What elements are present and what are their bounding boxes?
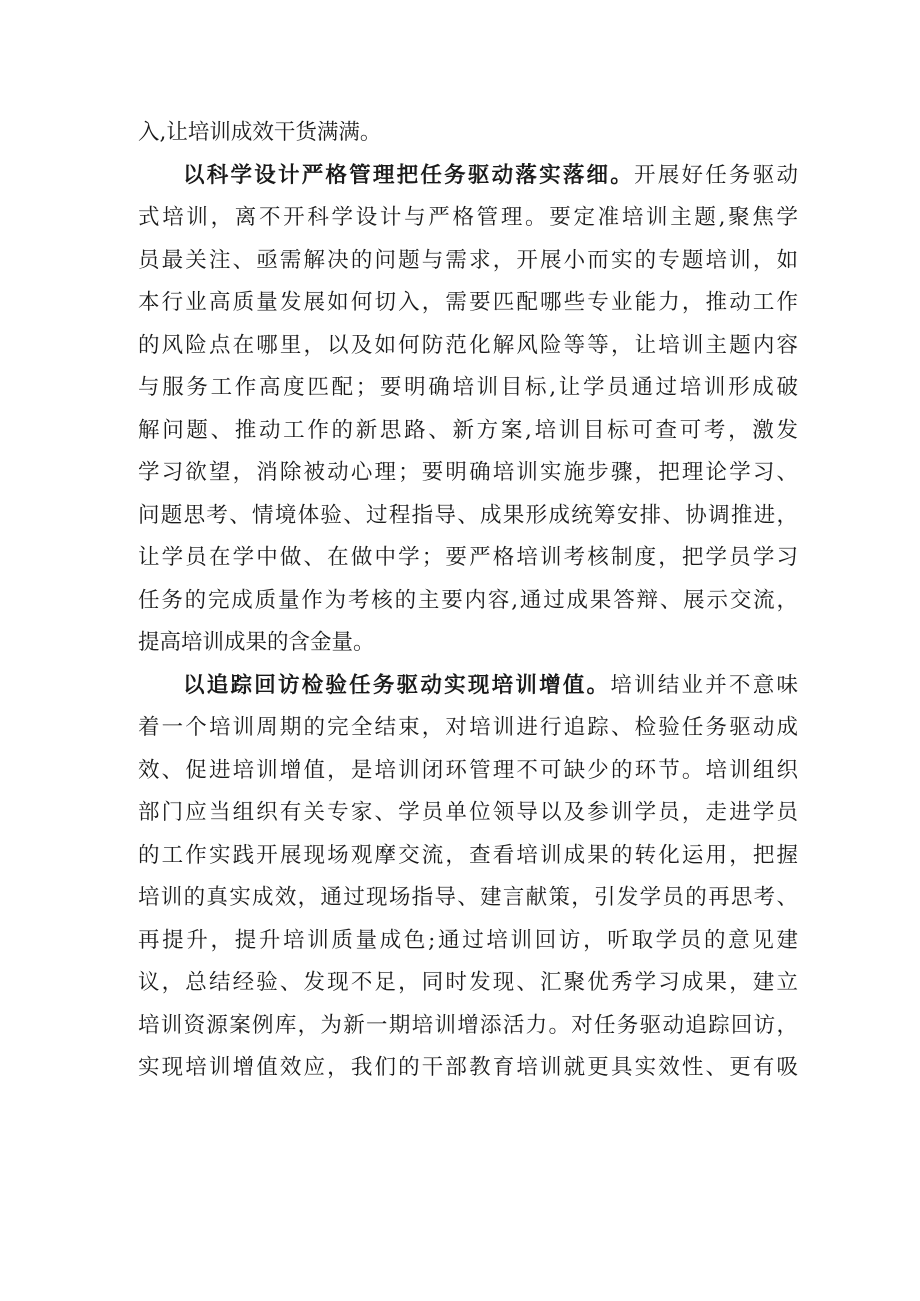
text-line: 效、促进培训增值，是培训闭环管理不可缺少的环节。培训组织	[138, 757, 798, 783]
document-body	[138, 112, 798, 1090]
text-line: 与服务工作高度匹配；要明确培训目标,让学员通过培训形成破	[138, 375, 798, 400]
text-line: 学习欲望，消除被动心理；要明确培训实施步骤，把理论学习、	[138, 460, 798, 485]
paragraph-1-first-line	[138, 155, 798, 198]
text-line: 解问题、推动工作的新思路、新方案,培训目标可查可考，激发	[138, 417, 798, 443]
text-line: 实现培训增值效应，我们的干部教育培训就更具实效性、更有吸	[138, 1055, 798, 1080]
text-line: 再提升，提升培训质量成色;通过培训回访，听取学员的意见建	[138, 927, 798, 953]
text-line: 让学员在学中做、在做中学；要严格培训考核制度，把学员学习	[138, 545, 798, 570]
text-line: 问题思考、情境体验、过程指导、成果形成统筹安排、协调推进，	[138, 502, 798, 528]
paragraph-1-heading: 以科学设计严格管理把任务驱动落实落细。	[183, 162, 635, 188]
text-line: 培训的真实成效，通过现场指导、建言献策，引发学员的再思考、	[138, 885, 798, 910]
text-line: 本行业高质量发展如何切入，需要匹配哪些专业能力，推动工作	[138, 290, 798, 315]
text-line: 议，总结经验、发现不足，同时发现、汇聚优秀学习成果，建立	[138, 970, 798, 995]
text-line: 任务的完成质量作为考核的主要内容,通过成果答辩、展示交流，	[138, 587, 798, 613]
text-line-segment: 开展好任务驱动	[634, 162, 798, 188]
text-line: 着一个培训周期的完全结束，对培训进行追踪、检验任务驱动成	[138, 715, 798, 740]
text-line: 培训资源案例库，为新一期培训增添活力。对任务驱动追踪回访，	[138, 1012, 798, 1038]
text-line: 员最关注、亟需解决的问题与需求，开展小而实的专题培训，如	[138, 247, 798, 273]
text-line: 的风险点在哪里，以及如何防范化解风险等等，让培训主题内容	[138, 332, 798, 358]
text-line: 入,让培训成效干货满满。	[138, 120, 382, 145]
text-line-segment: 培训结业并不意味	[610, 672, 798, 698]
paragraph-2-heading: 以追踪回访检验任务驱动实现培训增值。	[183, 672, 611, 698]
text-line: 式培训，离不开科学设计与严格管理。要定准培训主题,聚焦学	[138, 205, 798, 230]
text-line: 提高培训成果的含金量。	[138, 630, 375, 655]
paragraph-2-first-line	[138, 665, 798, 708]
text-line: 部门应当组织有关专家、学员单位领导以及参训学员，走进学员	[138, 800, 798, 825]
text-line: 的工作实践开展现场观摩交流，查看培训成果的转化运用，把握	[138, 842, 798, 868]
